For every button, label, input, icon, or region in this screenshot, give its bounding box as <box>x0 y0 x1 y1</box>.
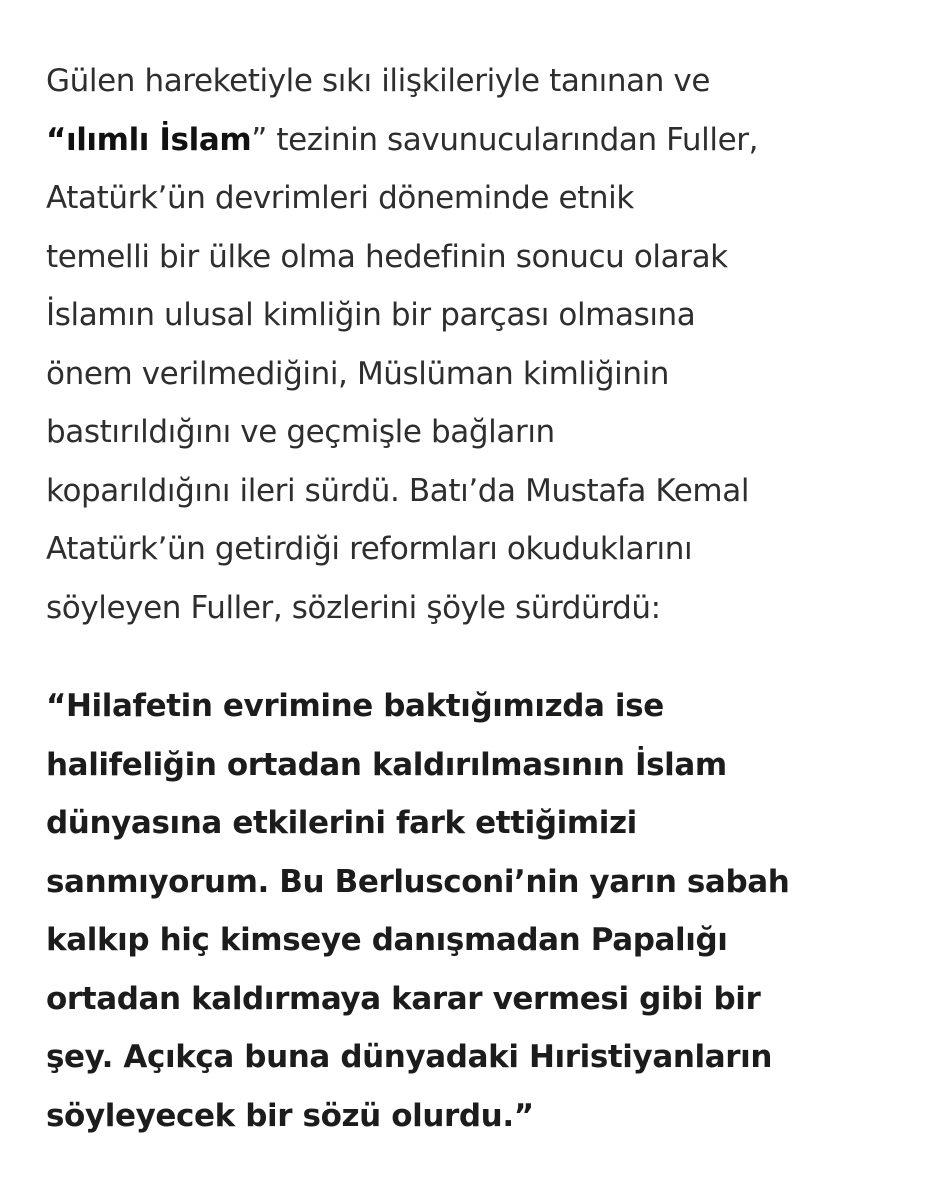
article-body <box>46 52 906 1145</box>
quote-line: ortadan kaldırmaya karar vermesi gibi bir <box>46 980 761 1017</box>
text-line: bastırıldığını ve geçmişle bağların <box>46 414 555 450</box>
quote-line: şey. Açıkça buna dünyadaki Hıristiyanların <box>46 1039 773 1075</box>
paragraph-intro <box>46 52 906 637</box>
text-line: Atatürk’ün devrimleri döneminde etnik <box>46 180 634 216</box>
text-line: temelli bir ülke olma hedefinin sonucu olarak <box>46 238 728 275</box>
emphasis-term: ılımlı İslam <box>65 121 252 158</box>
text-line: İslamın ulusal kimliğin bir parçası olmasına <box>46 297 696 333</box>
text-line: Atatürk’ün getirdiği reformları okuduklarını <box>46 531 693 567</box>
quote-line: söyleyecek bir sözü olurdu.” <box>46 1097 534 1134</box>
quote-line: sanmıyorum. Bu Berlusconi’nin yarın sabah <box>46 863 790 900</box>
quote-line: “Hilafetin evrimine baktığımızda ise <box>46 688 664 724</box>
text-line: Gülen hareketiyle sıkı ilişkileriyle tanınan ve <box>46 63 711 99</box>
text-line: koparıldığını ileri sürdü. Batı’da Mustafa Kemal <box>46 472 750 509</box>
text-line: önem verilmediğini, Müslüman kimliğinin <box>46 355 670 392</box>
quote-mark-open: “ <box>46 121 66 158</box>
quote-paragraph <box>46 677 906 1145</box>
quote-line: dünyasına etkilerini fark ettiğimizi <box>46 805 637 841</box>
text-segment: ” tezinin savunucularından Fuller, <box>251 121 759 158</box>
text-line: söyleyen Fuller, sözlerini şöyle sürdürdü: <box>46 589 661 626</box>
text-line <box>46 111 906 170</box>
quote-line: halifeliğin ortadan kaldırılmasının İslam <box>46 746 727 783</box>
quote-line: kalkıp hiç kimseye danışmadan Papalığı <box>46 922 728 958</box>
